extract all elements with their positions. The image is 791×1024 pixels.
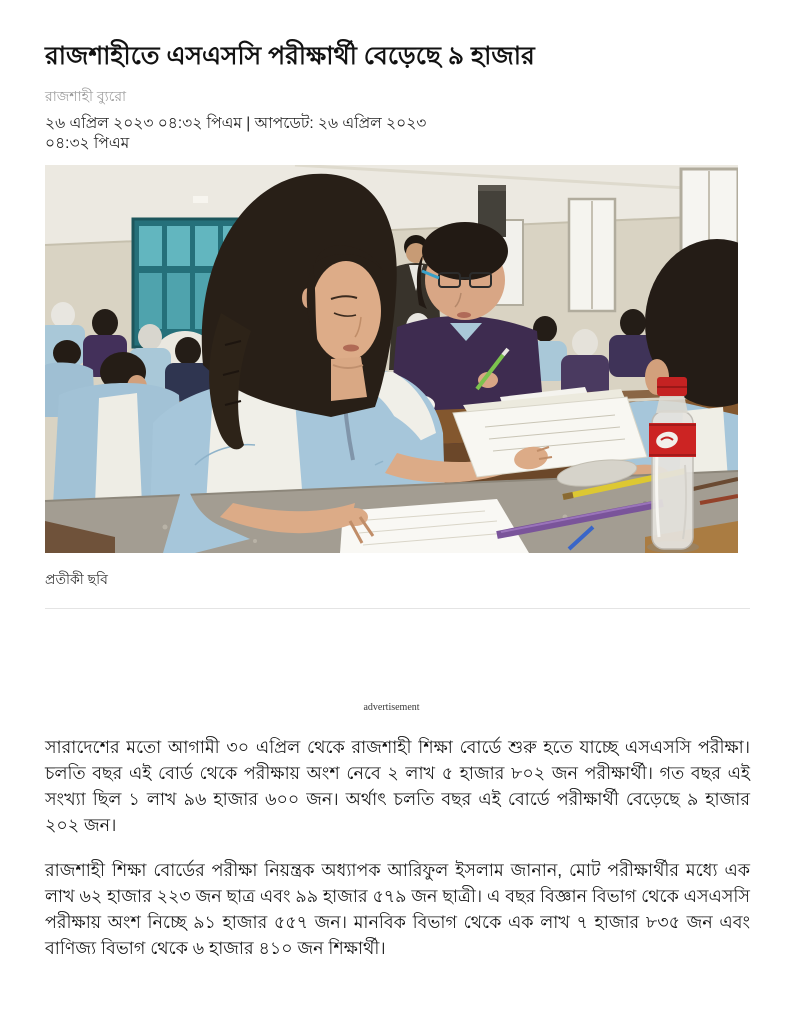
article-photo [45,165,738,553]
article-content [0,40,791,961]
advertisement-label: advertisement [363,702,420,713]
exam-hall-photo-illustration [45,165,738,553]
section-divider [45,608,750,609]
article-paragraph-1: সারাদেশের মতো আগামী ৩০ এপ্রিল থেকে রাজশাহী শিক্ষা বোর্ডে শুরু হতে যাচ্ছে এসএসসি পরীক্ষা। চলতি বছর এই বোর্ড থেকে পরীক্ষায় অংশ নেবে ২ লাখ ৫ হাজার ৮০২ জন পরীক্ষার্থী। গত বছর এই সংখ্যা ছিল ১ লাখ ৯৬ হাজার ৬০০ জন। অর্থাৎ চলতি বছর এই বোর্ডে পরীক্ষার্থী বেড়েছে ৯ হাজার ২০২ জন। [45,737,750,835]
photo-caption: প্রতীকী ছবি [45,571,108,587]
article-paragraph-2: রাজশাহী শিক্ষা বোর্ডের পরীক্ষা নিয়ন্ত্রক অধ্যাপক আরিফুল ইসলাম জানান, মোট পরীক্ষার্থীর মধ্যে এক লাখ ৬২ হাজার ২২৩ জন ছাত্র এবং ৯৯ হাজার ৫৭৯ জন ছাত্রী। এ বছর বিজ্ঞান বিভাগ থেকে এসএসসি পরীক্ষায় অংশ নিচ্ছে ৯১ হাজার ৫৫৭ জন। মানবিক বিভাগ থেকে এক লাখ ৭ হাজার ৮৩৫ জন এবং বাণিজ্য বিভাগ থেকে ৬ হাজার ৪১০ জন শিক্ষার্থী। [45,860,750,958]
article-title: রাজশাহীতে এসএসসি পরীক্ষার্থী বেড়েছে ৯ হাজার [45,42,535,70]
article-byline: রাজশাহী ব্যুরো [45,88,127,104]
publish-datetime: ২৬ এপ্রিল ২০২৩ ০৪:৩২ পিএম | আপডেট: ২৬ এপ্রিল ২০২৩ ০৪:৩২ পিএম [45,115,427,152]
